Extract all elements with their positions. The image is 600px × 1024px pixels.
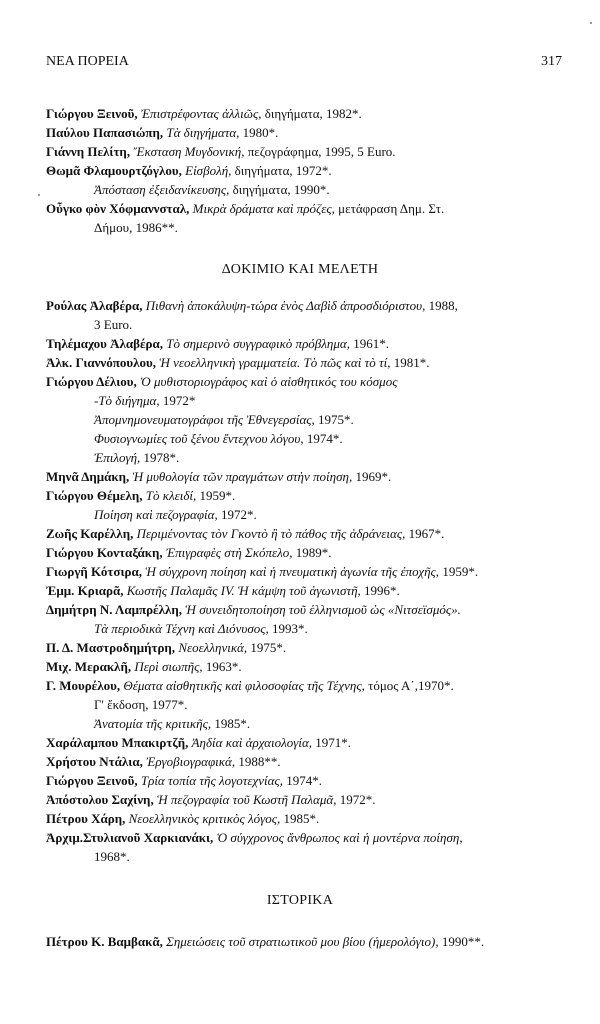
entry-details: 1990**. — [438, 934, 485, 949]
bibliography-entry — [46, 562, 576, 581]
entry-author: Ἀλκ. Γιαννόπουλου, — [46, 355, 156, 370]
bibliography-entry — [46, 657, 576, 676]
entry-details: πεζογράφημα, 1995, 5 Euro. — [244, 144, 396, 159]
entry-details: 1972*. — [217, 507, 257, 522]
bibliography-entry — [46, 391, 576, 410]
entry-details: 1959*. — [196, 488, 236, 503]
entry-details: 1993*. — [268, 621, 308, 636]
entry-author: Τηλέμαχου Ἀλαβέρα, — [46, 336, 163, 351]
entry-author: Ζωῆς Καρέλλη, — [46, 526, 134, 541]
entry-details: 1969*. — [352, 469, 392, 484]
entry-author: Ρούλας Ἀλαβέρα, — [46, 298, 143, 313]
entry-details: 1996*. — [360, 583, 400, 598]
bibliography-entry — [46, 296, 576, 315]
entry-title: Ἡ πεζογραφία τοῦ Κωστῆ Παλαμᾶ, — [156, 792, 337, 807]
bibliography-entry — [46, 429, 576, 448]
bibliography-entry — [46, 486, 576, 505]
entry-author: Γιώργου Ξεινοῦ, — [46, 773, 138, 788]
entry-title: Μικρὰ δράματα καὶ πρόζες, — [192, 201, 335, 216]
entry-details: 1974*. — [303, 431, 343, 446]
entry-author: Χρήστου Ντάλια, — [46, 754, 143, 769]
bibliography-entry — [46, 600, 576, 619]
entry-title: Τὰ περιοδικὰ Τέχνη καὶ Διόνυσος, — [94, 621, 269, 636]
entry-author: Γιώργου Θέμελη, — [46, 488, 143, 503]
section-fiction-list — [46, 104, 576, 237]
bibliography-entry — [46, 142, 576, 161]
entry-author: Θωμᾶ Φλαμουρτζόγλου, — [46, 163, 182, 178]
bibliography-entry — [46, 752, 576, 771]
bibliography-entry — [46, 828, 576, 847]
entry-title: Θέματα αἰσθητικῆς καὶ φιλοσοφίας τῆς Τέχνης, — [123, 678, 365, 693]
bibliography-entry — [46, 467, 576, 486]
bibliography-entry — [46, 199, 576, 218]
entry-author: Γιώργου Κονταξάκη, — [46, 545, 163, 560]
entry-details: 1988, — [425, 298, 458, 313]
section-essay-list — [46, 296, 576, 866]
entry-title: Περὶ σιωπῆς, — [134, 659, 203, 674]
entry-title: Ἀνατομία τῆς κριτικῆς, — [94, 716, 212, 731]
entry-details: 1974*. — [282, 773, 322, 788]
bibliography-entry — [46, 733, 576, 752]
entry-title: Κωστῆς Παλαμᾶς IV. Ἡ κάμψη τοῦ ἀγωνιστῆ, — [126, 583, 361, 598]
entry-title: Ἐργοβιογραφικά, — [146, 754, 236, 769]
bibliography-entry — [46, 104, 576, 123]
entry-details: 1959*. — [439, 564, 479, 579]
entry-author: Χαράλαμπου Μπακιρτζῆ, — [46, 735, 189, 750]
bibliography-entry — [46, 932, 576, 951]
entry-title: Νεοελληνικὸς κριτικὸς λόγος, — [128, 811, 281, 826]
entry-title: Ἐπιστρέφοντας ἀλλιῶς, — [140, 106, 262, 121]
entry-details: διηγήματα, 1982*. — [261, 106, 362, 121]
entry-title: Ἡ σύγχρονη ποίηση καὶ ἡ πνευματικὴ ἀγωνία τῆς ἐποχῆς, — [145, 564, 440, 579]
section-heading-history: ΙΣΤΟΡΙΚΑ — [266, 893, 334, 908]
entry-title: Ἀπόσταση ἐξειδανίκευσης, — [94, 182, 230, 197]
bibliography-entry — [46, 771, 576, 790]
entry-continuation: 3 Euro. — [94, 317, 133, 332]
entry-title: Φυσιογνωμίες τοῦ ξένου ἔντεχνου λόγου, — [94, 431, 304, 446]
entry-details: 1980*. — [239, 125, 279, 140]
entry-title: Σημειώσεις τοῦ στρατιωτικοῦ μου βίου (ἡμερολόγιο), — [166, 934, 439, 949]
bibliography-entry — [46, 676, 576, 695]
entry-author: Μηνᾶ Δημάκη, — [46, 469, 130, 484]
bibliography-entry — [46, 809, 576, 828]
entry-details: τόμος Α΄,1970*. — [364, 678, 454, 693]
bibliography-entry — [46, 334, 576, 353]
entry-author: Γιώργου Ξεινοῦ, — [46, 106, 138, 121]
entry-author: Παύλου Παπασιώπη, — [46, 125, 164, 140]
scan-speck — [38, 194, 40, 196]
bibliography-entry — [46, 448, 576, 467]
bibliography-entry — [46, 638, 576, 657]
scan-speck — [590, 22, 592, 24]
bibliography-entry — [46, 180, 576, 199]
entry-title: Τὸ κλειδί, — [145, 488, 197, 503]
entry-details: διηγήματα, 1972*. — [231, 163, 332, 178]
bibliography-entry — [46, 714, 576, 733]
bibliography-entry — [46, 161, 576, 180]
page-number: 317 — [541, 54, 562, 69]
entry-title: Τὸ σημερινὸ συγγραφικὸ πρόβλημα, — [166, 336, 350, 351]
entry-title: Πιθανὴ ἀποκάλυψη-τώρα ἑνὸς Δαβὶδ ἀπροσδιόριστου, — [145, 298, 426, 313]
entry-details: 1985*. — [280, 811, 320, 826]
entry-details: 1985*. — [211, 716, 251, 731]
entry-title: Ἡ συνειδητοποίηση τοῦ ἑλληνισμοῦ ὡς «Νιτσεϊσμός». — [185, 602, 461, 617]
entry-title: Ὁ σύγχρονος ἄνθρωπος καὶ ἡ μοντέρνα ποίηση, — [216, 830, 463, 845]
entry-details: 1963*. — [202, 659, 242, 674]
entry-title: Τὰ διηγήματα, — [166, 125, 240, 140]
bibliography-entry — [46, 695, 576, 714]
entry-continuation: Δήμου, 1986**. — [94, 220, 178, 235]
bibliography-entry — [46, 123, 576, 142]
entry-details: 1989*. — [292, 545, 332, 560]
bibliography-entry — [46, 524, 576, 543]
section-history-list — [46, 932, 576, 951]
entry-author: Πέτρου Χάρη, — [46, 811, 126, 826]
bibliography-entry — [46, 543, 576, 562]
entry-details: 1988**. — [235, 754, 281, 769]
bibliography-entry — [46, 372, 576, 391]
bibliography-entry — [46, 619, 576, 638]
entry-author: Δημήτρη Ν. Λαμπρέλλη, — [46, 602, 183, 617]
entry-title: Ποίηση καὶ πεζογραφία, — [94, 507, 218, 522]
bibliography-entry — [46, 581, 576, 600]
entry-title: Ἡ μυθολογία τῶν πραγμάτων στὴν ποίηση, — [132, 469, 353, 484]
entry-author: Γιάννη Πελίτη, — [46, 144, 131, 159]
bibliography-entry — [46, 410, 576, 429]
entry-details: Γ' ἔκδοση, 1977*. — [94, 697, 188, 712]
entry-details: 1971*. — [312, 735, 352, 750]
entry-title: -Τὸ διήγημα, — [94, 393, 160, 408]
entry-author: Γιωργῆ Κότσιρα, — [46, 564, 142, 579]
entry-details: 1972* — [159, 393, 196, 408]
entry-details: 1975*. — [314, 412, 354, 427]
entry-author: Γ. Μουρέλου, — [46, 678, 121, 693]
entry-author: Γιώργου Δέλιου, — [46, 374, 137, 389]
entry-author: Μιχ. Μερακλῆ, — [46, 659, 132, 674]
entry-details: 1967*. — [405, 526, 445, 541]
entry-title: Τρία τοπία τῆς λογοτεχνίας, — [140, 773, 283, 788]
section-heading-essay: ΔΟΚΙΜΙΟ ΚΑΙ ΜΕΛΕΤΗ — [221, 262, 379, 277]
entry-title: Ἐπιλογή, — [94, 450, 141, 465]
entry-details: μετάφραση Δημ. Στ. — [334, 201, 445, 216]
entry-title: Εἰσβολή, — [185, 163, 232, 178]
entry-details: 1978*. — [140, 450, 180, 465]
entry-title: Ἔκσταση Μυγδονική, — [133, 144, 245, 159]
entry-author: Πέτρου Κ. Βαμβακᾶ, — [46, 934, 163, 949]
entry-title: Ὁ μυθιστοριογράφος καὶ ὁ αἰσθητικός του κόσμος — [140, 374, 398, 389]
entry-title: Νεοελληνικά, — [178, 640, 248, 655]
entry-title: Ἡ νεοελληνικὴ γραμματεία. Τὸ πῶς καὶ τὸ τί, — [159, 355, 391, 370]
bibliography-entry — [46, 505, 576, 524]
entry-author: Ἀρχιμ.Στυλιανοῦ Χαρκιανάκι, — [46, 830, 214, 845]
entry-continuation: 1968*. — [94, 849, 130, 864]
entry-title: Ἀπομνημονευματογράφοι τῆς Ἐθνεγερσίας, — [94, 412, 315, 427]
entry-details: διηγήματα, 1990*. — [229, 182, 330, 197]
entry-details: 1981*. — [390, 355, 430, 370]
entry-author: Π. Δ. Μαστροδημήτρη, — [46, 640, 176, 655]
bibliography-entry — [46, 790, 576, 809]
entry-author: Ἐμμ. Κριαρᾶ, — [46, 583, 124, 598]
entry-author: Οὖγκο φὸν Χόφμαννσταλ, — [46, 201, 190, 216]
journal-title: ΝΕΑ ΠΟΡΕΙΑ — [46, 54, 129, 69]
entry-details: 1975*. — [247, 640, 287, 655]
entry-author: Ἀπόστολου Σαχίνη, — [46, 792, 154, 807]
entry-title: Ἐπιγραφὲς στὴ Σκόπελο, — [165, 545, 293, 560]
bibliography-entry — [46, 353, 576, 372]
entry-title: Ἀηδία καὶ ἀρχαιολογία, — [191, 735, 313, 750]
entry-title: Περιμένοντας τὸν Γκοντὸ ἢ τὸ πάθος τῆς ἀδράνειας, — [136, 526, 406, 541]
entry-details: 1972*. — [336, 792, 376, 807]
entry-details: 1961*. — [349, 336, 389, 351]
